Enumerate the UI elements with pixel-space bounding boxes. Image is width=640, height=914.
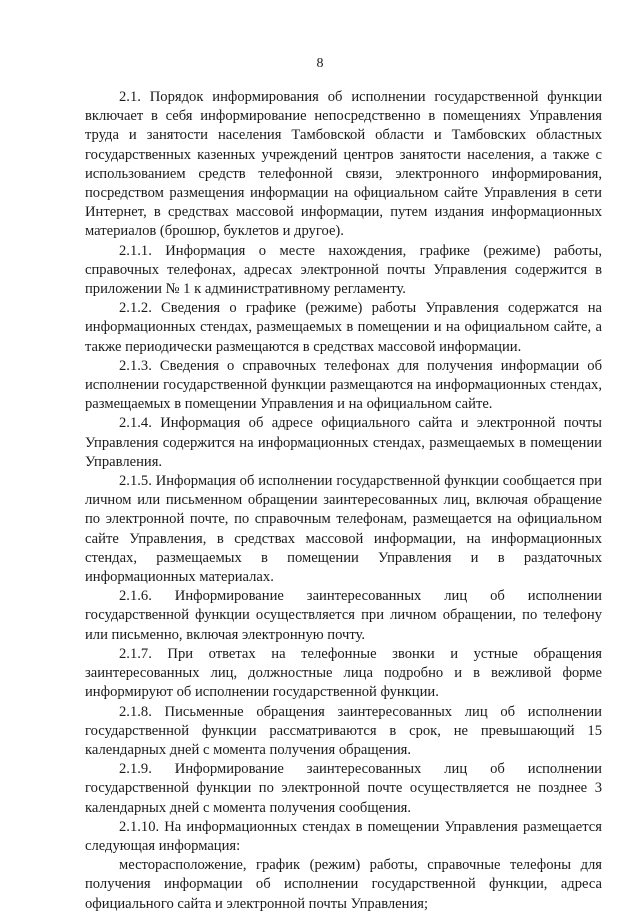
document-body bbox=[85, 88, 602, 914]
paragraph-2-1-6: 2.1.6. Информирование заинтересованных лиц об исполнении государственной функции осуществляется при личном обращении, по телефону или письменно, включая электронную почту. bbox=[85, 588, 602, 643]
paragraph-list-item: месторасположение, график (режим) работы, справочные телефоны для получения информации об исполнении государственной функции, адреса официального сайта и электронной почты Управления; bbox=[85, 857, 602, 912]
paragraph-2-1-10: 2.1.10. На информационных стендах в помещении Управления размещается следующая информация: bbox=[85, 818, 602, 854]
paragraph-2-1-8: 2.1.8. Письменные обращения заинтересованных лиц об исполнении государственной функции рассматриваются в срок, не превышающий 15 календарных дней с момента получения обращения. bbox=[85, 703, 602, 758]
paragraph-2-1-9: 2.1.9. Информирование заинтересованных лиц об исполнении государственной функции по электронной почте осуществляется не позднее 3 календарных дней с момента получения сообщения. bbox=[85, 761, 602, 816]
paragraph-2-1-7: 2.1.7. При ответах на телефонные звонки и устные обращения заинтересованных лиц, должностные лица подробно и в вежливой форме информируют об исполнении государственной функции. bbox=[85, 645, 602, 701]
paragraph-2-1-4: 2.1.4. Информация об адресе официального сайта и электронной почты Управления содержится на информационных стендах, размещаемых в помещении Управления. bbox=[85, 415, 602, 470]
paragraph-2-1-1: 2.1.1. Информация о месте нахождения, графике (режиме) работы, справочных телефонах, адресах электронной почты Управления содержится в приложении № 1 к административному регламенту. bbox=[85, 242, 602, 298]
paragraph-2-1-3: 2.1.3. Сведения о справочных телефонах для получения информации об исполнении государственной функции размещаются на информационных стендах, размещаемых в помещении Управления и на официальном сайте. bbox=[85, 357, 602, 413]
paragraph-2-1-2: 2.1.2. Сведения о графике (режиме) работы Управления содержатся на информационных стендах, размещаемых в помещении и на официальном сайте, а также периодически размещаются в средствах массовой информации. bbox=[85, 300, 602, 355]
paragraph-2-1: 2.1. Порядок информирования об исполнении государственной функции включает в себя информирование непосредственно в помещениях Управления труда и занятости населения Тамбовской области и Тамбовских областных государственных казенных учреждений центров занятости населения, а также с использованием средств телефонной связи, электронного информирования, посредством размещения информации на официальном сайте Управления в сети Интернет, в средствах массовой информации, путем издания информационных материалов (брошюр, буклетов и другое). bbox=[85, 89, 602, 240]
paragraph-2-1-5: 2.1.5. Информация об исполнении государственной функции сообщается при личном или письменном обращении заинтересованных лиц, включая обращение по электронной почте, по справочным телефонам, размещается на официальном сайте Управления, в средствах массовой информации, на информационных стендах, размещаемых в помещении Управления и в раздаточных информационных материалах. bbox=[85, 473, 602, 586]
page-number: 8 bbox=[316, 56, 324, 71]
